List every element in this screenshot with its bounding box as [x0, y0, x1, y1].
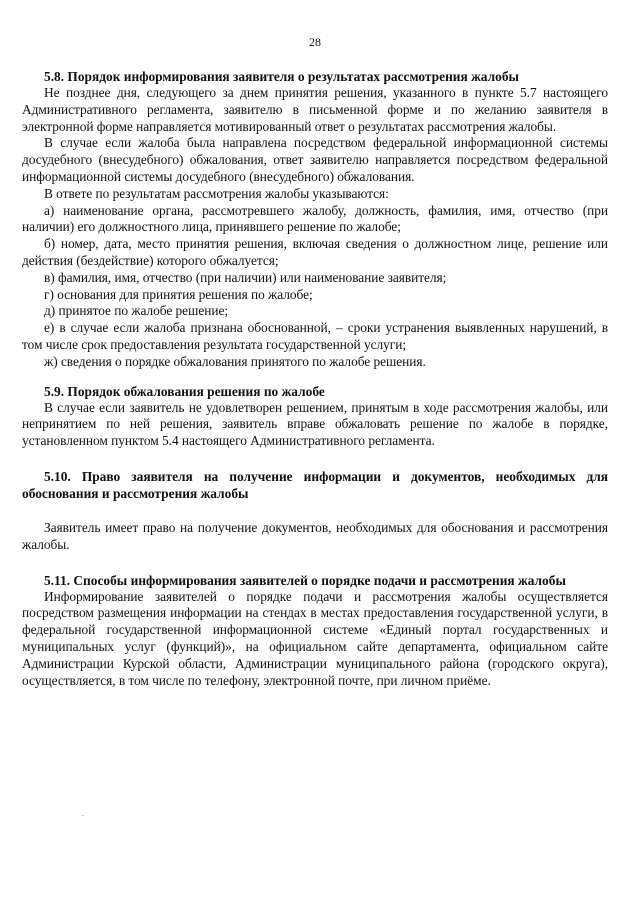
spacer: [22, 502, 608, 520]
section-5-10: [22, 468, 608, 554]
document-body: [22, 68, 608, 689]
paragraph: В случае если жалоба была направлена посредством федеральной информационной системы досудебного (внесудебного) обжалования, ответ заявителю направляется посредством федеральной информационной системы досудебного (внесудебного) обжалования.: [22, 135, 608, 184]
scan-speck: [82, 815, 84, 816]
list-item: е) в случае если жалоба признана обоснованной, – сроки устранения выявленных нарушений, в том числе срок предоставления результата государственной услуги;: [22, 320, 608, 352]
list-item: б) номер, дата, место принятия решения, включая сведения о должностном лице, решение или действия (бездействие) которого обжалуется;: [22, 236, 608, 268]
paragraph: Заявитель имеет право на получение документов, необходимых для обоснования и рассмотрения жалобы.: [22, 519, 608, 552]
section-heading: 5.10. Право заявителя на получение информации и документов, необходимых для обоснования и рассмотрения жалобы: [22, 468, 608, 501]
list-item: г) основания для принятия решения по жалобе;: [44, 286, 313, 302]
spacer: [22, 554, 608, 572]
section-heading: 5.9. Порядок обжалования решения по жалобе: [44, 383, 325, 399]
section-5-9: [22, 383, 608, 450]
list-item: а) наименование органа, рассмотревшего жалобу, должность, фамилия, имя, отчество (при наличии) его должностного лица, принявшего решение по жалобе;: [22, 202, 608, 235]
spacer: [22, 371, 608, 383]
spacer: [22, 450, 608, 468]
section-5-11: [22, 572, 608, 690]
paragraph: Не позднее дня, следующего за днем принятия решения, указанного в пункте 5.7 настоящего Административного регламента, заявителю в письменной форме и по желанию заявителя в электронной форме направляется мотивированный ответ о результатах рассмотрения жалобы.: [22, 85, 608, 134]
list-item: д) принятое по жалобе решение;: [44, 303, 229, 319]
section-heading: 5.8. Порядок информирования заявителя о результатах рассмотрения жалобы: [44, 69, 519, 84]
paragraph: Информирование заявителей о порядке подачи и рассмотрения жалобы осуществляется посредством размещения информации на стендах в местах предоставления государственной услуги, в федеральной государственной информационной системе «Единый портал государственных и муниципальных услуг (функций)», на официальном сайте департамента, официальном сайте Администрации Курской области, Администрации муниципального района (городского округа), осуществляется, в том числе по телефону, электронной почте, при личном приёме.: [22, 588, 608, 688]
page-number: 28: [309, 35, 321, 49]
document-page: [22, 0, 608, 905]
paragraph: В случае если заявитель не удовлетворен решением, принятым в ходе рассмотрения жалобы, или непринятием по ней решения, заявитель вправе обжаловать решение по жалобе в порядке, установленном пунктом 5.4 настоящего Административного регламента.: [22, 399, 608, 449]
paragraph: В ответе по результатам рассмотрения жалобы указываются:: [44, 185, 389, 201]
section-5-8: [22, 68, 608, 371]
list-item: ж) сведения о порядке обжалования принятого по жалобе решения.: [44, 353, 426, 369]
list-item: в) фамилия, имя, отчество (при наличии) или наименование заявителя;: [44, 269, 447, 285]
section-heading: 5.11. Способы информирования заявителей о порядке подачи и рассмотрения жалобы: [44, 572, 566, 588]
